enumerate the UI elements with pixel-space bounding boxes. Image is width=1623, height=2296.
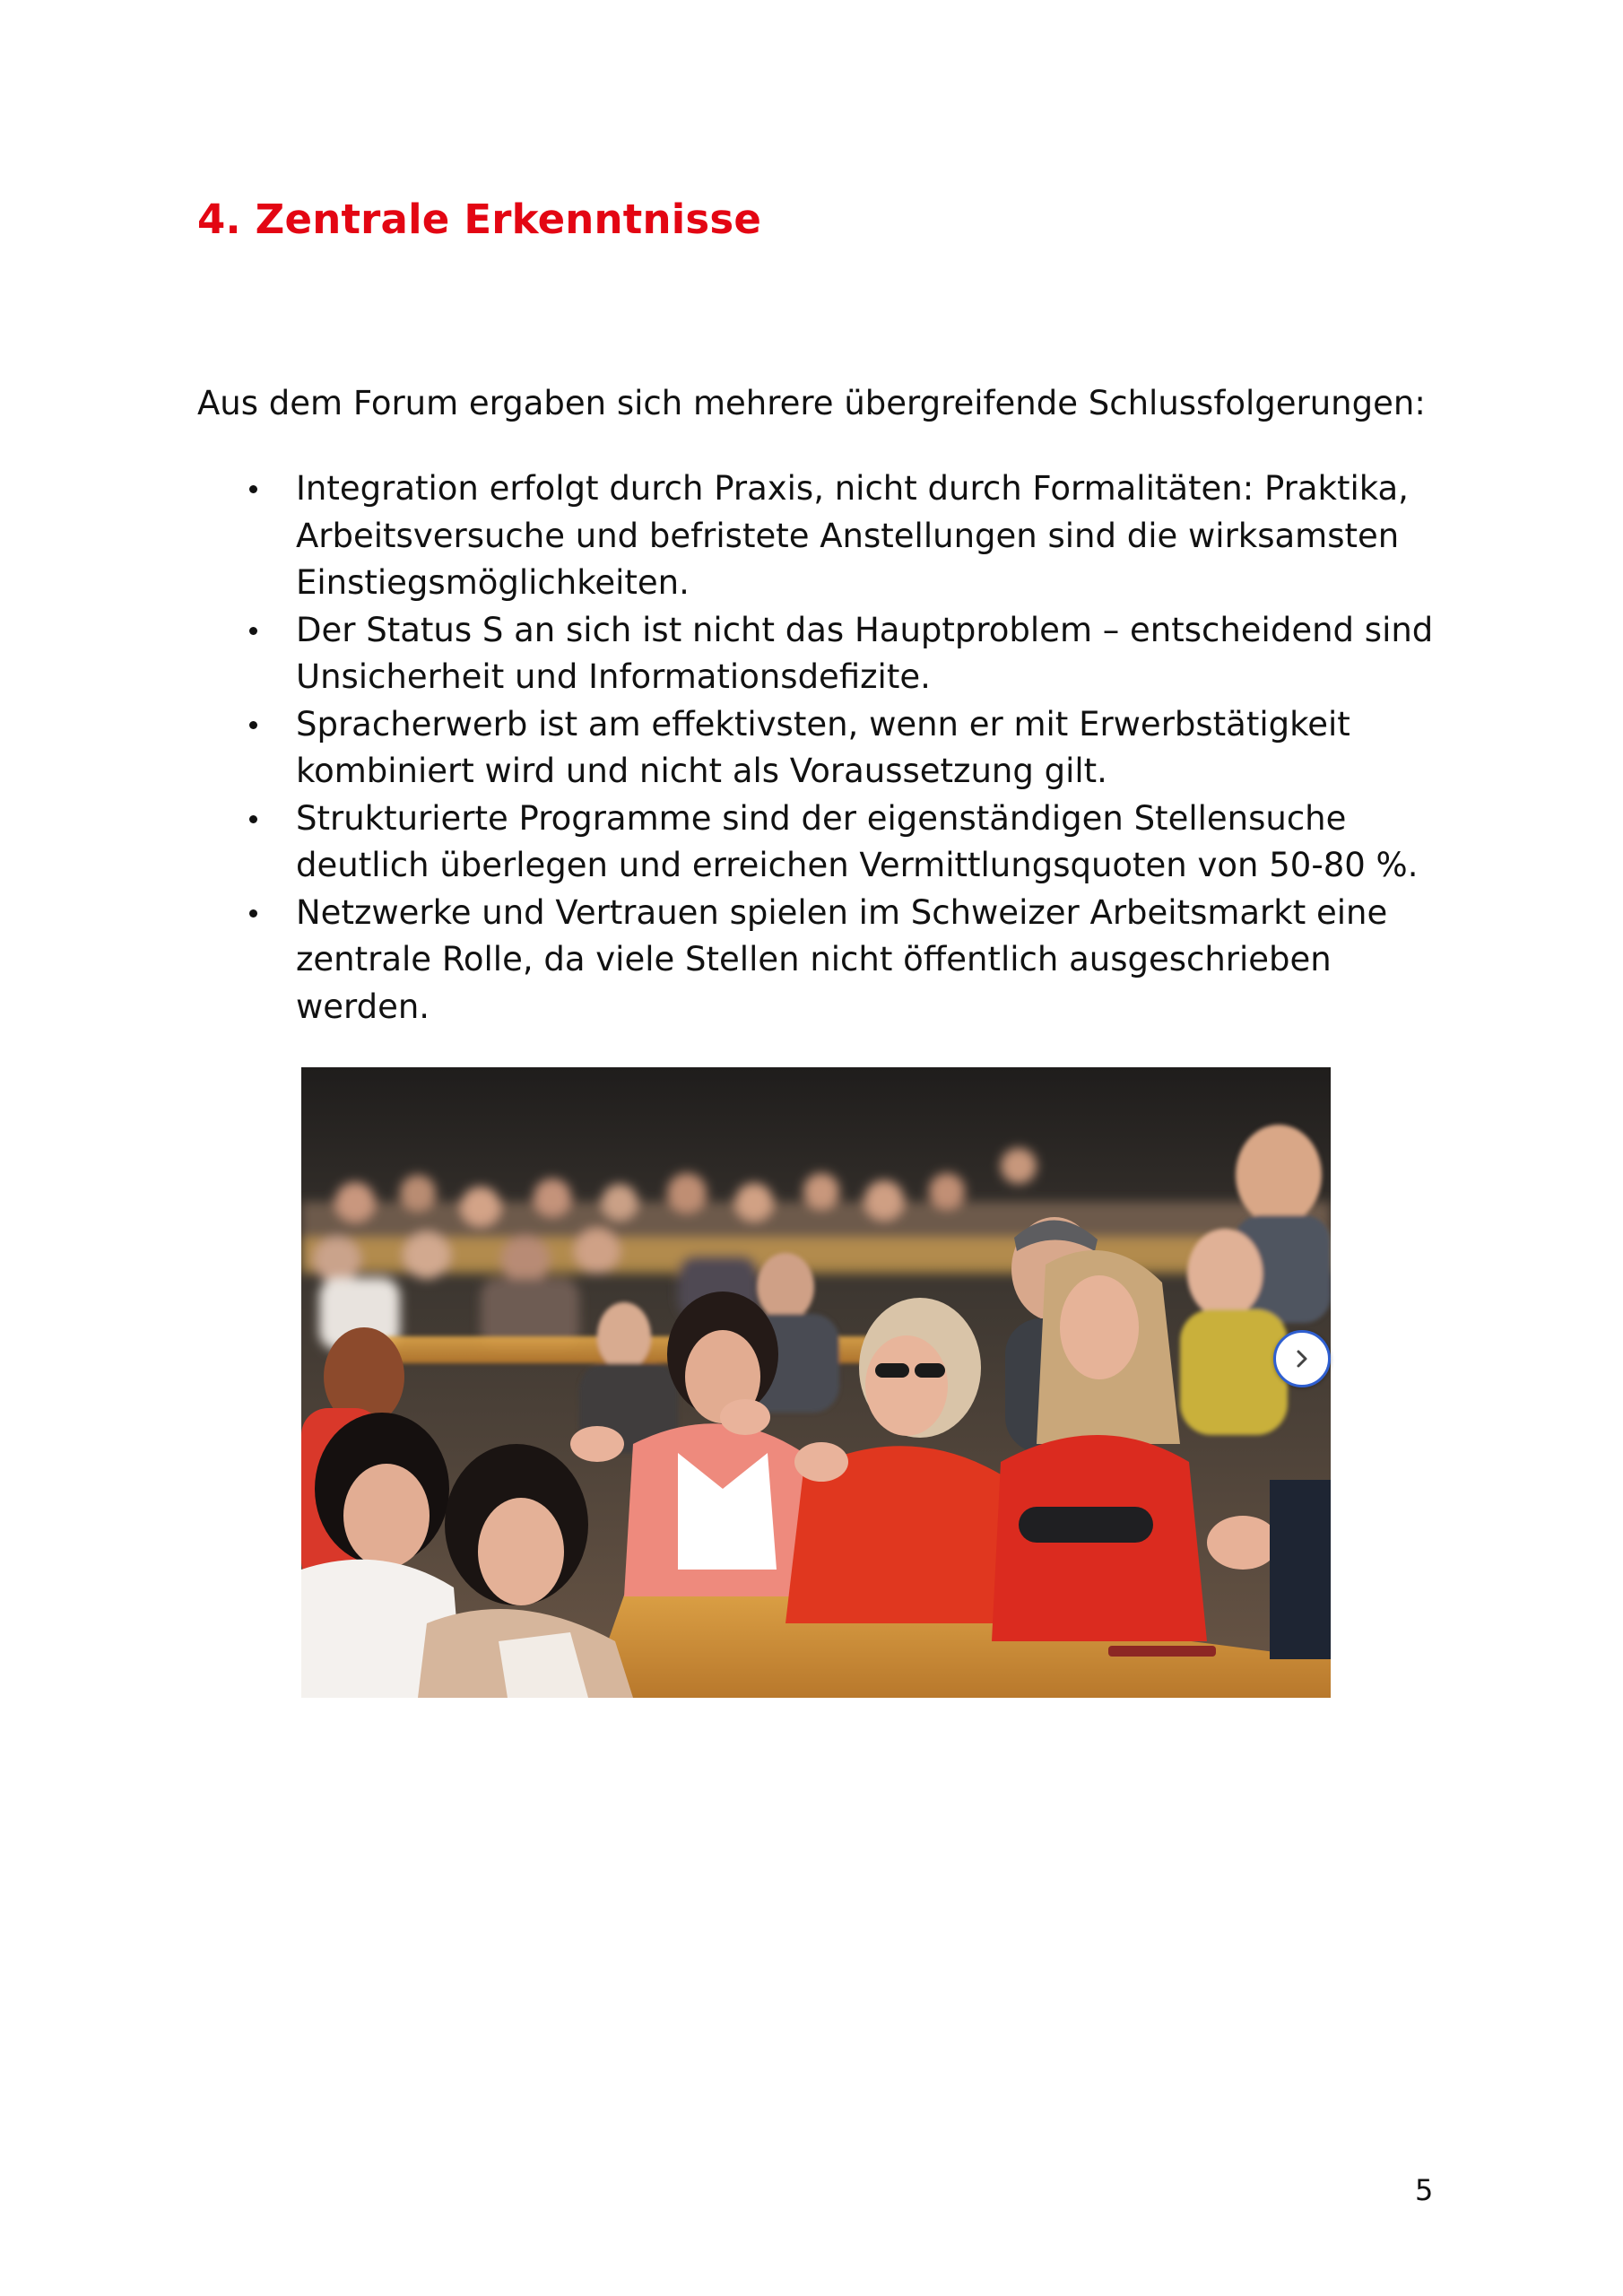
list-item-line: zentrale Rolle, da viele Stellen nicht öffentlich ausgeschrieben	[296, 940, 1332, 978]
list-item-line: Der Status S an sich ist nicht das Hauptproblem – entscheidend sind	[296, 610, 1434, 649]
list-item-line: Spracherwerb ist am effektivsten, wenn er mit Erwerbstätigkeit	[296, 704, 1350, 744]
list-item	[197, 796, 1453, 890]
section-heading: 4. Zentrale Erkenntnisse	[197, 196, 762, 243]
list-item-line: Integration erfolgt durch Praxis, nicht durch Formalitäten: Praktika,	[296, 469, 1409, 508]
bullet-icon	[249, 627, 257, 635]
page-number: 5	[1415, 2173, 1434, 2207]
bullet-icon	[249, 815, 257, 823]
list-item-line: werden.	[296, 987, 430, 1026]
intro-paragraph: Aus dem Forum ergaben sich mehrere übergreifende Schlussfolgerungen:	[197, 384, 1426, 422]
list-item-line: Unsicherheit und Informationsdefizite.	[296, 657, 931, 696]
list-item-line: Arbeitsversuche und befristete Anstellungen sind die wirksamsten	[296, 516, 1400, 555]
audience-photo-illustration	[301, 1067, 1331, 1698]
bullet-icon	[249, 909, 257, 918]
list-item	[197, 465, 1453, 607]
bullet-icon	[249, 721, 257, 729]
list-item	[197, 701, 1453, 796]
conclusions-list	[197, 465, 1453, 1031]
list-item-line: deutlich überlegen und erreichen Vermittlungsquoten von 50-80 %.	[296, 846, 1419, 884]
next-image-button[interactable]	[1273, 1330, 1331, 1387]
audience-photo	[301, 1067, 1331, 1698]
next-chevron-icon	[1289, 1346, 1315, 1371]
list-item-line: Strukturierte Programme sind der eigenständigen Stellensuche	[296, 798, 1347, 838]
bullet-icon	[249, 485, 257, 493]
list-item-line: Einstiegsmöglichkeiten.	[296, 563, 690, 602]
list-item	[197, 890, 1453, 1031]
list-item-line: Netzwerke und Vertrauen spielen im Schweizer Arbeitsmarkt eine	[296, 892, 1388, 932]
list-item-line: kombiniert wird und nicht als Voraussetzung gilt.	[296, 752, 1107, 790]
list-item	[197, 607, 1453, 701]
